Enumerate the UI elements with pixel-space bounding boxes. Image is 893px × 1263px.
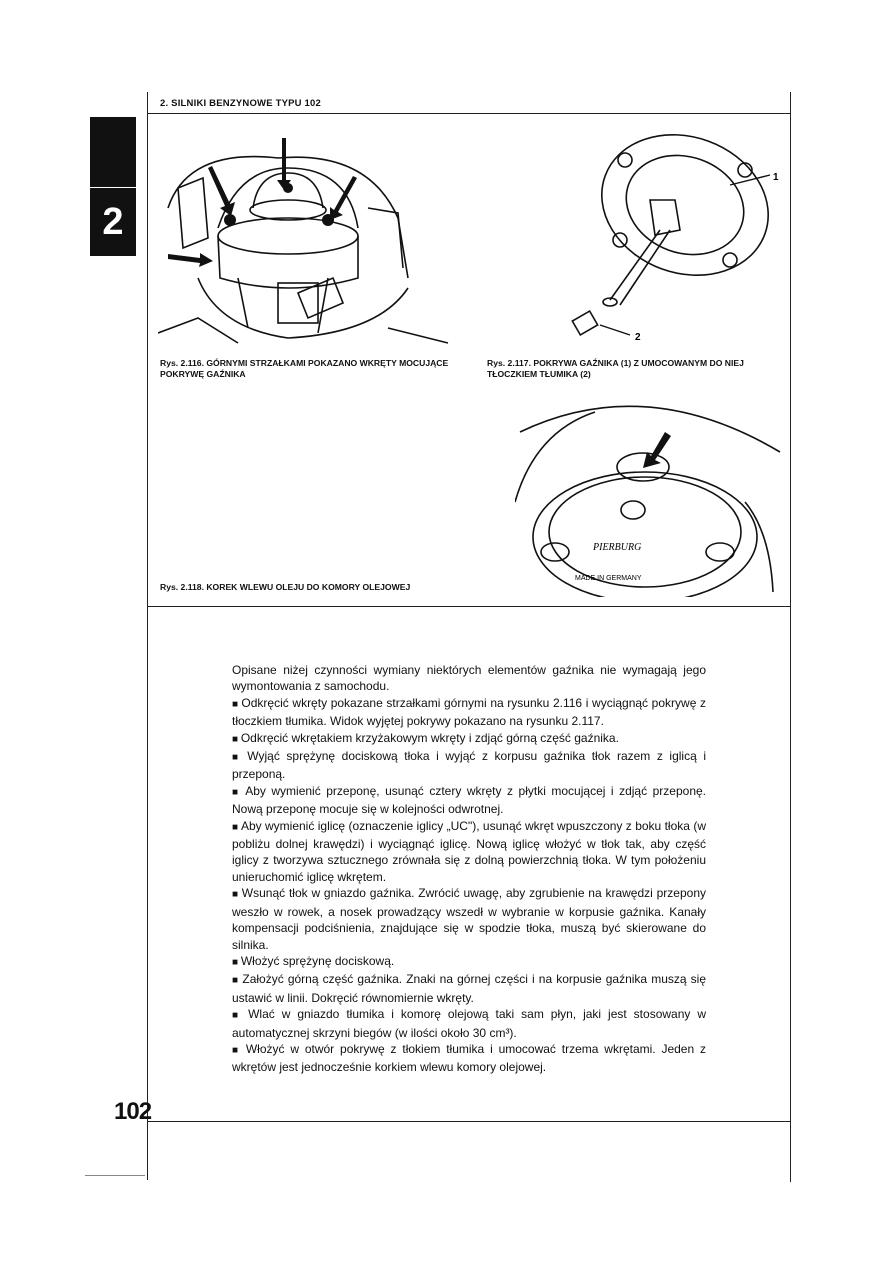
figure-separator-rule (147, 606, 790, 607)
step-10: ■ Włożyć w otwór pokrywę z tłokiem tłumika i umocować trzema wkrętami. Jeden z wkrętów jest jednocześnie korkiem wlewu komory olejowej. (232, 1041, 706, 1076)
page-number: 102 (114, 1098, 152, 1125)
figure-2-117-illustration (555, 130, 795, 355)
figure-2-118-illustration (515, 392, 785, 597)
figure-2-118-caption: Rys. 2.118. KOREK WLEWU OLEJU DO KOMORY OLEJOWEJ (160, 582, 411, 592)
step-5: ■ Aby wymienić iglicę (oznaczenie iglicy „UC"), usunąć wkręt wpuszczony z boku tłoka (w pobliżu dolnej krawędzi) i wyciągnąć iglicę. Nową iglicę włożyć w tłok tak, aby część iglicy z tworzywa sztucznego zrównała się z dolną powierzchnią tłoka. W tym położeniu unieruchomić iglicę wkrętem. (232, 818, 706, 886)
figure-2-118-plate: MADE IN GERMANY (575, 575, 642, 582)
step-7: ■ Włożyć sprężynę dociskową. (232, 953, 706, 971)
footer-rule (147, 1121, 790, 1122)
header-rule (147, 113, 790, 114)
bottom-short-rule (85, 1175, 145, 1176)
side-tab-number: 2 (90, 188, 136, 256)
side-tab-bar (90, 117, 136, 187)
chapter-title: 2. SILNIKI BENZYNOWE TYPU 102 (160, 98, 321, 109)
instructions-text (232, 662, 706, 1076)
step-9: ■ Wlać w gniazdo tłumika i komorę olejową taki sam płyn, jaki jest stosowany w automatycznej skrzyni biegów (w ilości około 30 cm³). (232, 1006, 706, 1041)
figure-2-117-caption: Rys. 2.117. POKRYWA GAŹNIKA (1) Z UMOCOWANYM DO NIEJ TŁOCZKIEM TŁUMIKA (2) (487, 358, 744, 379)
step-8: ■ Założyć górną część gaźnika. Znaki na górnej części i na korpusie gaźnika muszą się ustawić w linii. Dokręcić równomiernie wkręty. (232, 971, 706, 1006)
figure-2-116-caption: Rys. 2.116. GÓRNYMI STRZAŁKAMI POKAZANO WKRĘTY MOCUJĄCE POKRYWĘ GAŹNIKA (160, 358, 449, 379)
step-6: ■ Wsunąć tłok w gniazdo gaźnika. Zwrócić uwagę, aby zgrubienie na krawędzi przepony weszło w rowek, a nosek prowadzący wszedł w wybranie w korpusie gaźnika. Kanały kompensacji podciśnienia, znajdujące się w spodzie tłoka, muszą być skierowane do silnika. (232, 885, 706, 953)
figure-2-117-label-1: 1 (773, 172, 779, 183)
page-left-rule (147, 92, 148, 1180)
step-4: ■ Aby wymienić przeponę, usunąć cztery wkręty z płytki mocującej i zdjąć przeponę. Nową przeponę mocuje się w kolejności odwrotnej. (232, 783, 706, 818)
figure-2-118-stamp: PIERBURG (593, 542, 642, 553)
intro-paragraph: Opisane niżej czynności wymiany niektórych elementów gaźnika nie wymagają jego wymontowania z samochodu. (232, 663, 706, 694)
figure-2-117-label-2: 2 (635, 332, 641, 343)
step-2: ■ Odkręcić wkrętakiem krzyżakowym wkręty i zdjąć górną część gaźnika. (232, 730, 706, 748)
figure-2-116-illustration (158, 128, 458, 356)
step-1: ■ Odkręcić wkręty pokazane strzałkami górnymi na rysunku 2.116 i wyciągnąć pokrywę z tłoczkiem tłumika. Widok wyjętej pokrywy pokazano na rysunku 2.117. (232, 695, 706, 730)
step-3: ■ Wyjąć sprężynę dociskową tłoka i wyjąć z korpusu gaźnika tłok razem z iglicą i przeponą. (232, 748, 706, 783)
